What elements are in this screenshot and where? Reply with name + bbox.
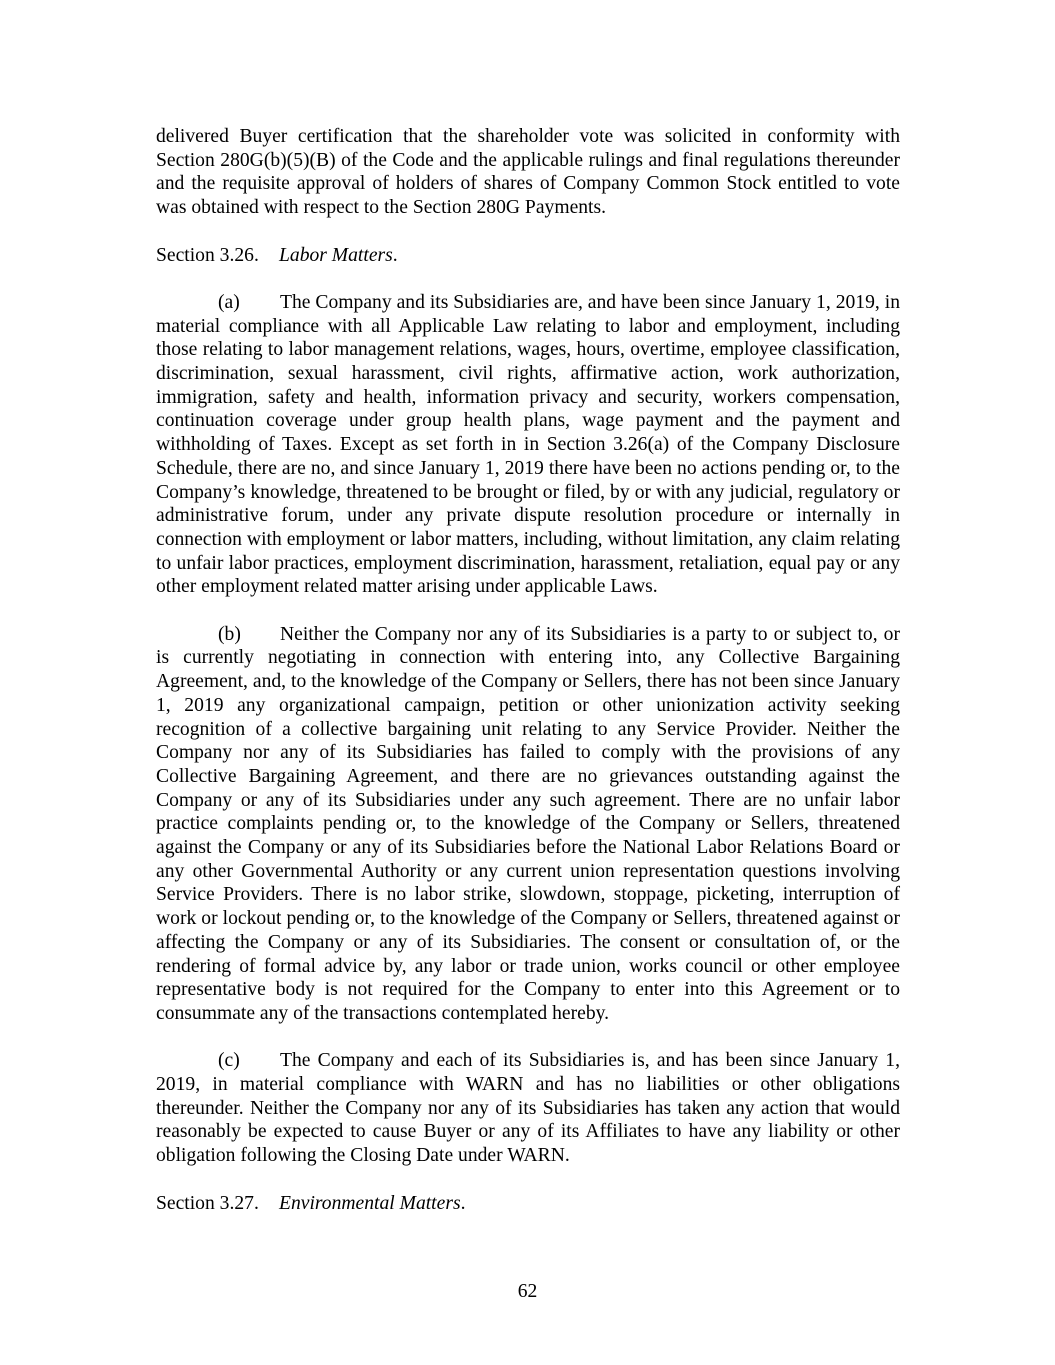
- paragraph-text: The Company and its Subsidiaries are, and have been since January 1, 2019, in material compliance with all Applicable Law relating to labor and employment, including those relating to labor management relations, wages, hours, overtime, employee classification, discrimination, sexual harassment, civil rights, affirmative action, work authorization, immigration, safety and health, information privacy and security, workers compensation, continuation coverage under group health plans, wage payment and the payment and withholding of Taxes. Except as set forth in in Section 3.26(a) of the Company Disclosure Schedule, there are no, and since January 1, 2019 there have been no actions pending or, to the Company’s knowledge, threatened to be brought or filed, by or with any judicial, regulatory or administrative forum, under any private dispute resolution procedure or internally in connection with employment or labor matters, including, without limitation, any claim relating to unfair labor practices, employment discrimination, harassment, retaliation, equal pay or any other employment related matter arising under applicable Laws.: [156, 291, 900, 598]
- paragraph-c: [156, 1049, 900, 1168]
- section-title-suffix: .: [460, 1192, 466, 1214]
- paragraph-b: [156, 623, 900, 1026]
- spacer: [156, 1026, 900, 1050]
- paragraph-a: [156, 291, 900, 599]
- section-title-suffix: .: [392, 244, 398, 266]
- spacer: [156, 1168, 900, 1192]
- section-title: Labor Matters: [279, 244, 393, 266]
- document-page: [156, 125, 900, 1215]
- page-number: 62: [517, 1281, 538, 1302]
- section-number: Section 3.26.: [156, 244, 259, 266]
- paragraph-text: Neither the Company nor any of its Subsidiaries is a party to or subject to, or is currently negotiating in connection with entering into, any Collective Bargaining Agreement, and, to the knowledge of the Company or Sellers, there has not been since January 1, 2019 any organizational campaign, petition or other unionization activity seeking recognition of a collective bargaining unit relating to any Service Provider. Neither the Company nor any of its Subsidiaries has failed to comply with the provisions of any Collective Bargaining Agreement, and there are no grievances outstanding against the Company or any of its Subsidiaries under any such agreement. There are no unfair labor practice complaints pending or, to the knowledge of the Company or Sellers, threatened against the Company or any of its Subsidiaries before the National Labor Relations Board or any other Governmental Authority or any current union representation questions involving Service Providers. There is no labor strike, slowdown, stoppage, picketing, interruption of work or lockout pending or, to the knowledge of the Company or Sellers, threatened against or affecting the Company or any of its Subsidiaries. The consent or consultation of, or the rendering of formal advice by, any labor or trade union, works council or other employee representative body is not required for the Company to enter into this Agreement or to consummate any of the transactions contemplated hereby.: [156, 623, 900, 1024]
- section-title: Environmental Matters: [279, 1192, 461, 1214]
- spacer: [156, 220, 900, 244]
- paragraph-label: (a): [218, 291, 240, 313]
- section-3-26-heading: [156, 244, 900, 268]
- spacer: [156, 267, 900, 291]
- section-3-27-heading: [156, 1192, 900, 1216]
- paragraph-text: The Company and each of its Subsidiaries is, and has been since January 1, 2019, in material compliance with WARN and has no liabilities or other obligations thereunder. Neither the Company nor any of its Subsidiaries has taken any action that would reasonably be expected to cause Buyer or any of its Affiliates to have any liability or other obligation following the Closing Date under WARN.: [156, 1050, 900, 1167]
- paragraph-label: (b): [218, 623, 241, 645]
- paragraph-label: (c): [218, 1050, 240, 1072]
- section-number: Section 3.27.: [156, 1192, 259, 1214]
- intro-paragraph: delivered Buyer certification that the shareholder vote was solicited in conformity with Section 280G(b)(5)(B) of the Code and the applicable rulings and final regulations thereunder and the requisite approval of holders of shares of Company Common Stock entitled to vote was obtained with respect to the Section 280G Payments.: [156, 126, 900, 219]
- spacer: [156, 599, 900, 623]
